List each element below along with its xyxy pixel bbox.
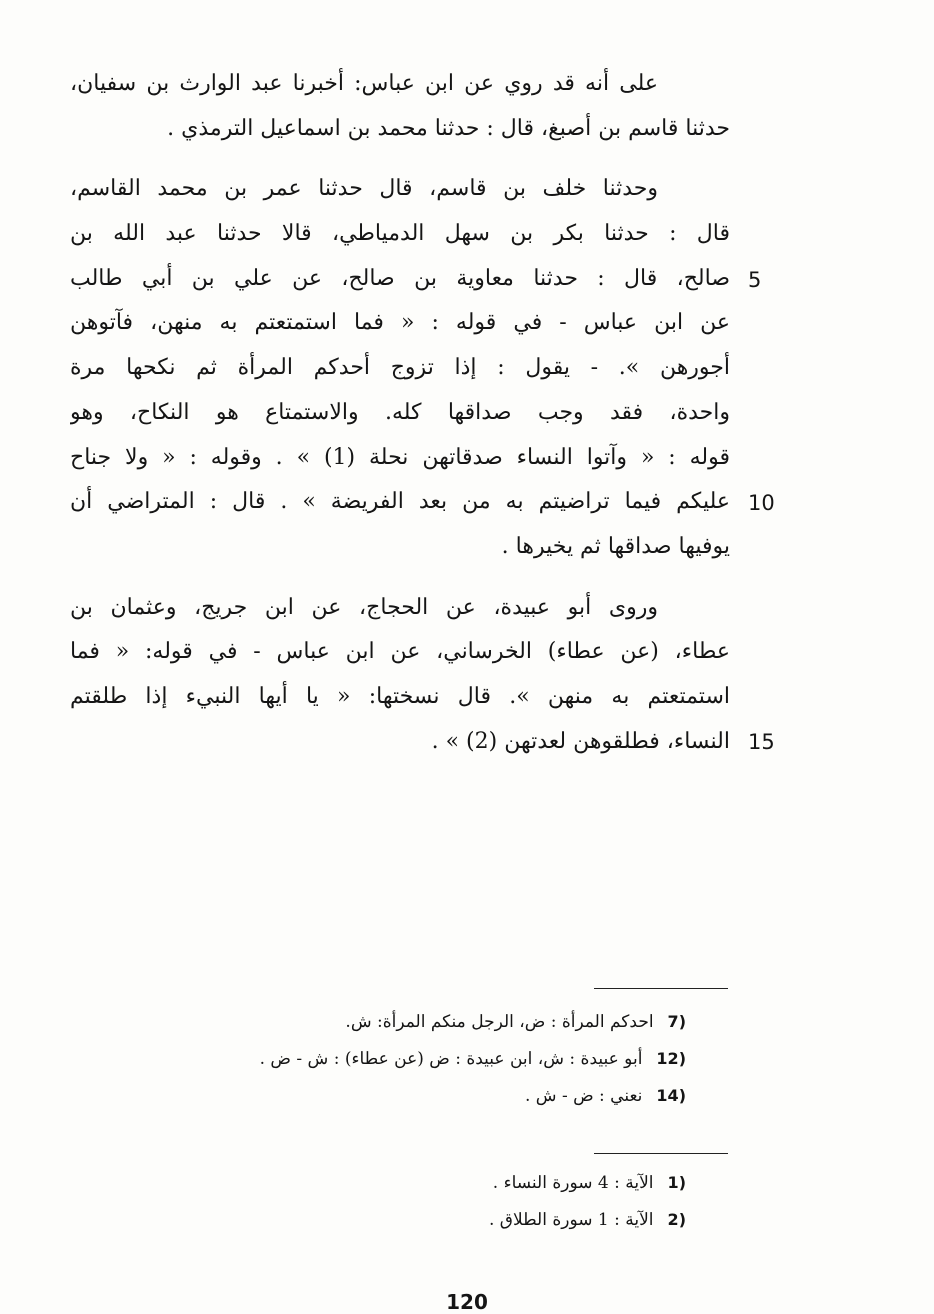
paragraph	[70, 62, 730, 151]
text-line: وحدثنا خلف بن قاسم، قال حدثنا عمر بن محمد القاسم،	[70, 176, 658, 202]
line-number: 5	[748, 268, 762, 292]
text-line: عن ابن عباس - في قوله : « فما استمتعتم به منهن، فآتوهن	[70, 310, 730, 336]
note-text: الآية : 1 سورة الطلاق .	[488, 1210, 654, 1230]
variant-notes	[46, 1003, 686, 1114]
note-text: الآية : 4 سورة النساء .	[492, 1173, 654, 1193]
text-line: يوفيها صداقها ثم يخيرها .	[501, 533, 730, 559]
note-ref: (14	[656, 1086, 686, 1105]
text-line: واحدة، فقد وجب صداقها كله. والاستمتاع هو النكاح، وهو	[70, 399, 730, 425]
note-ref: (12	[656, 1049, 686, 1068]
footnote-separator	[594, 988, 728, 989]
source-note	[286, 1201, 686, 1238]
text-line: عطاء، (عن عطاء) الخرساني، عن ابن عباس - في قوله: « فما	[70, 639, 730, 665]
note-ref: (1	[667, 1173, 686, 1192]
line-number: 10	[748, 491, 775, 515]
text-line: أجورهن ». - يقول : إذا تزوج أحدكم المرأة ثم نكحها مرة	[70, 355, 730, 381]
footnote-separator	[594, 1153, 728, 1154]
text-line: صالح، قال : حدثنا معاوية بن صالح، عن علي بن أبي طالب	[70, 265, 730, 291]
paragraph	[70, 586, 730, 765]
variant-note	[46, 1003, 686, 1040]
variant-note	[46, 1077, 686, 1114]
variant-note	[46, 1040, 686, 1077]
text-line: النساء، فطلقوهن لعدتهن (2) » .	[431, 728, 730, 754]
text-line: قوله : « وآتوا النساء صدقاتهن نحلة (1) » . وقوله : « ولا جناح	[70, 444, 730, 470]
note-text: أبو عبيدة : ش، ابن عبيدة : ض (عن عطاء) : ش - ض .	[259, 1049, 643, 1069]
page-number: 120	[446, 1290, 488, 1314]
source-note	[286, 1164, 686, 1201]
paragraph	[70, 167, 730, 569]
text-line: على أنه قد روي عن ابن عباس: أخبرنا عبد الوارث بن سفيان،	[70, 71, 658, 96]
note-text: نعني : ض - ش .	[524, 1086, 643, 1106]
main-text	[70, 62, 730, 764]
source-notes	[286, 1164, 686, 1238]
line-number: 15	[748, 730, 775, 754]
text-line: وروى أبو عبيدة، عن الحجاج، عن ابن جريج، وعثمان بن	[70, 594, 658, 620]
note-text: احدكم المرأة : ض، الرجل منكم المرأة: ش.	[345, 1012, 654, 1032]
text-line: استمتعتم به منهن ». قال نسختها: « يا أيها النبيء إذا طلقتم	[70, 683, 730, 709]
text-line: حدثنا قاسم بن أصبغ، قال : حدثنا محمد بن اسماعيل الترمذي .	[167, 115, 730, 141]
note-ref: (2	[667, 1210, 686, 1229]
text-line: عليكم فيما تراضيتم به من بعد الفريضة » . قال : المتراضي أن	[70, 489, 730, 515]
note-ref: (7	[667, 1012, 686, 1031]
text-line: قال : حدثنا بكر بن سهل الدمياطي، قالا حدثنا عبد الله بن	[70, 221, 730, 247]
